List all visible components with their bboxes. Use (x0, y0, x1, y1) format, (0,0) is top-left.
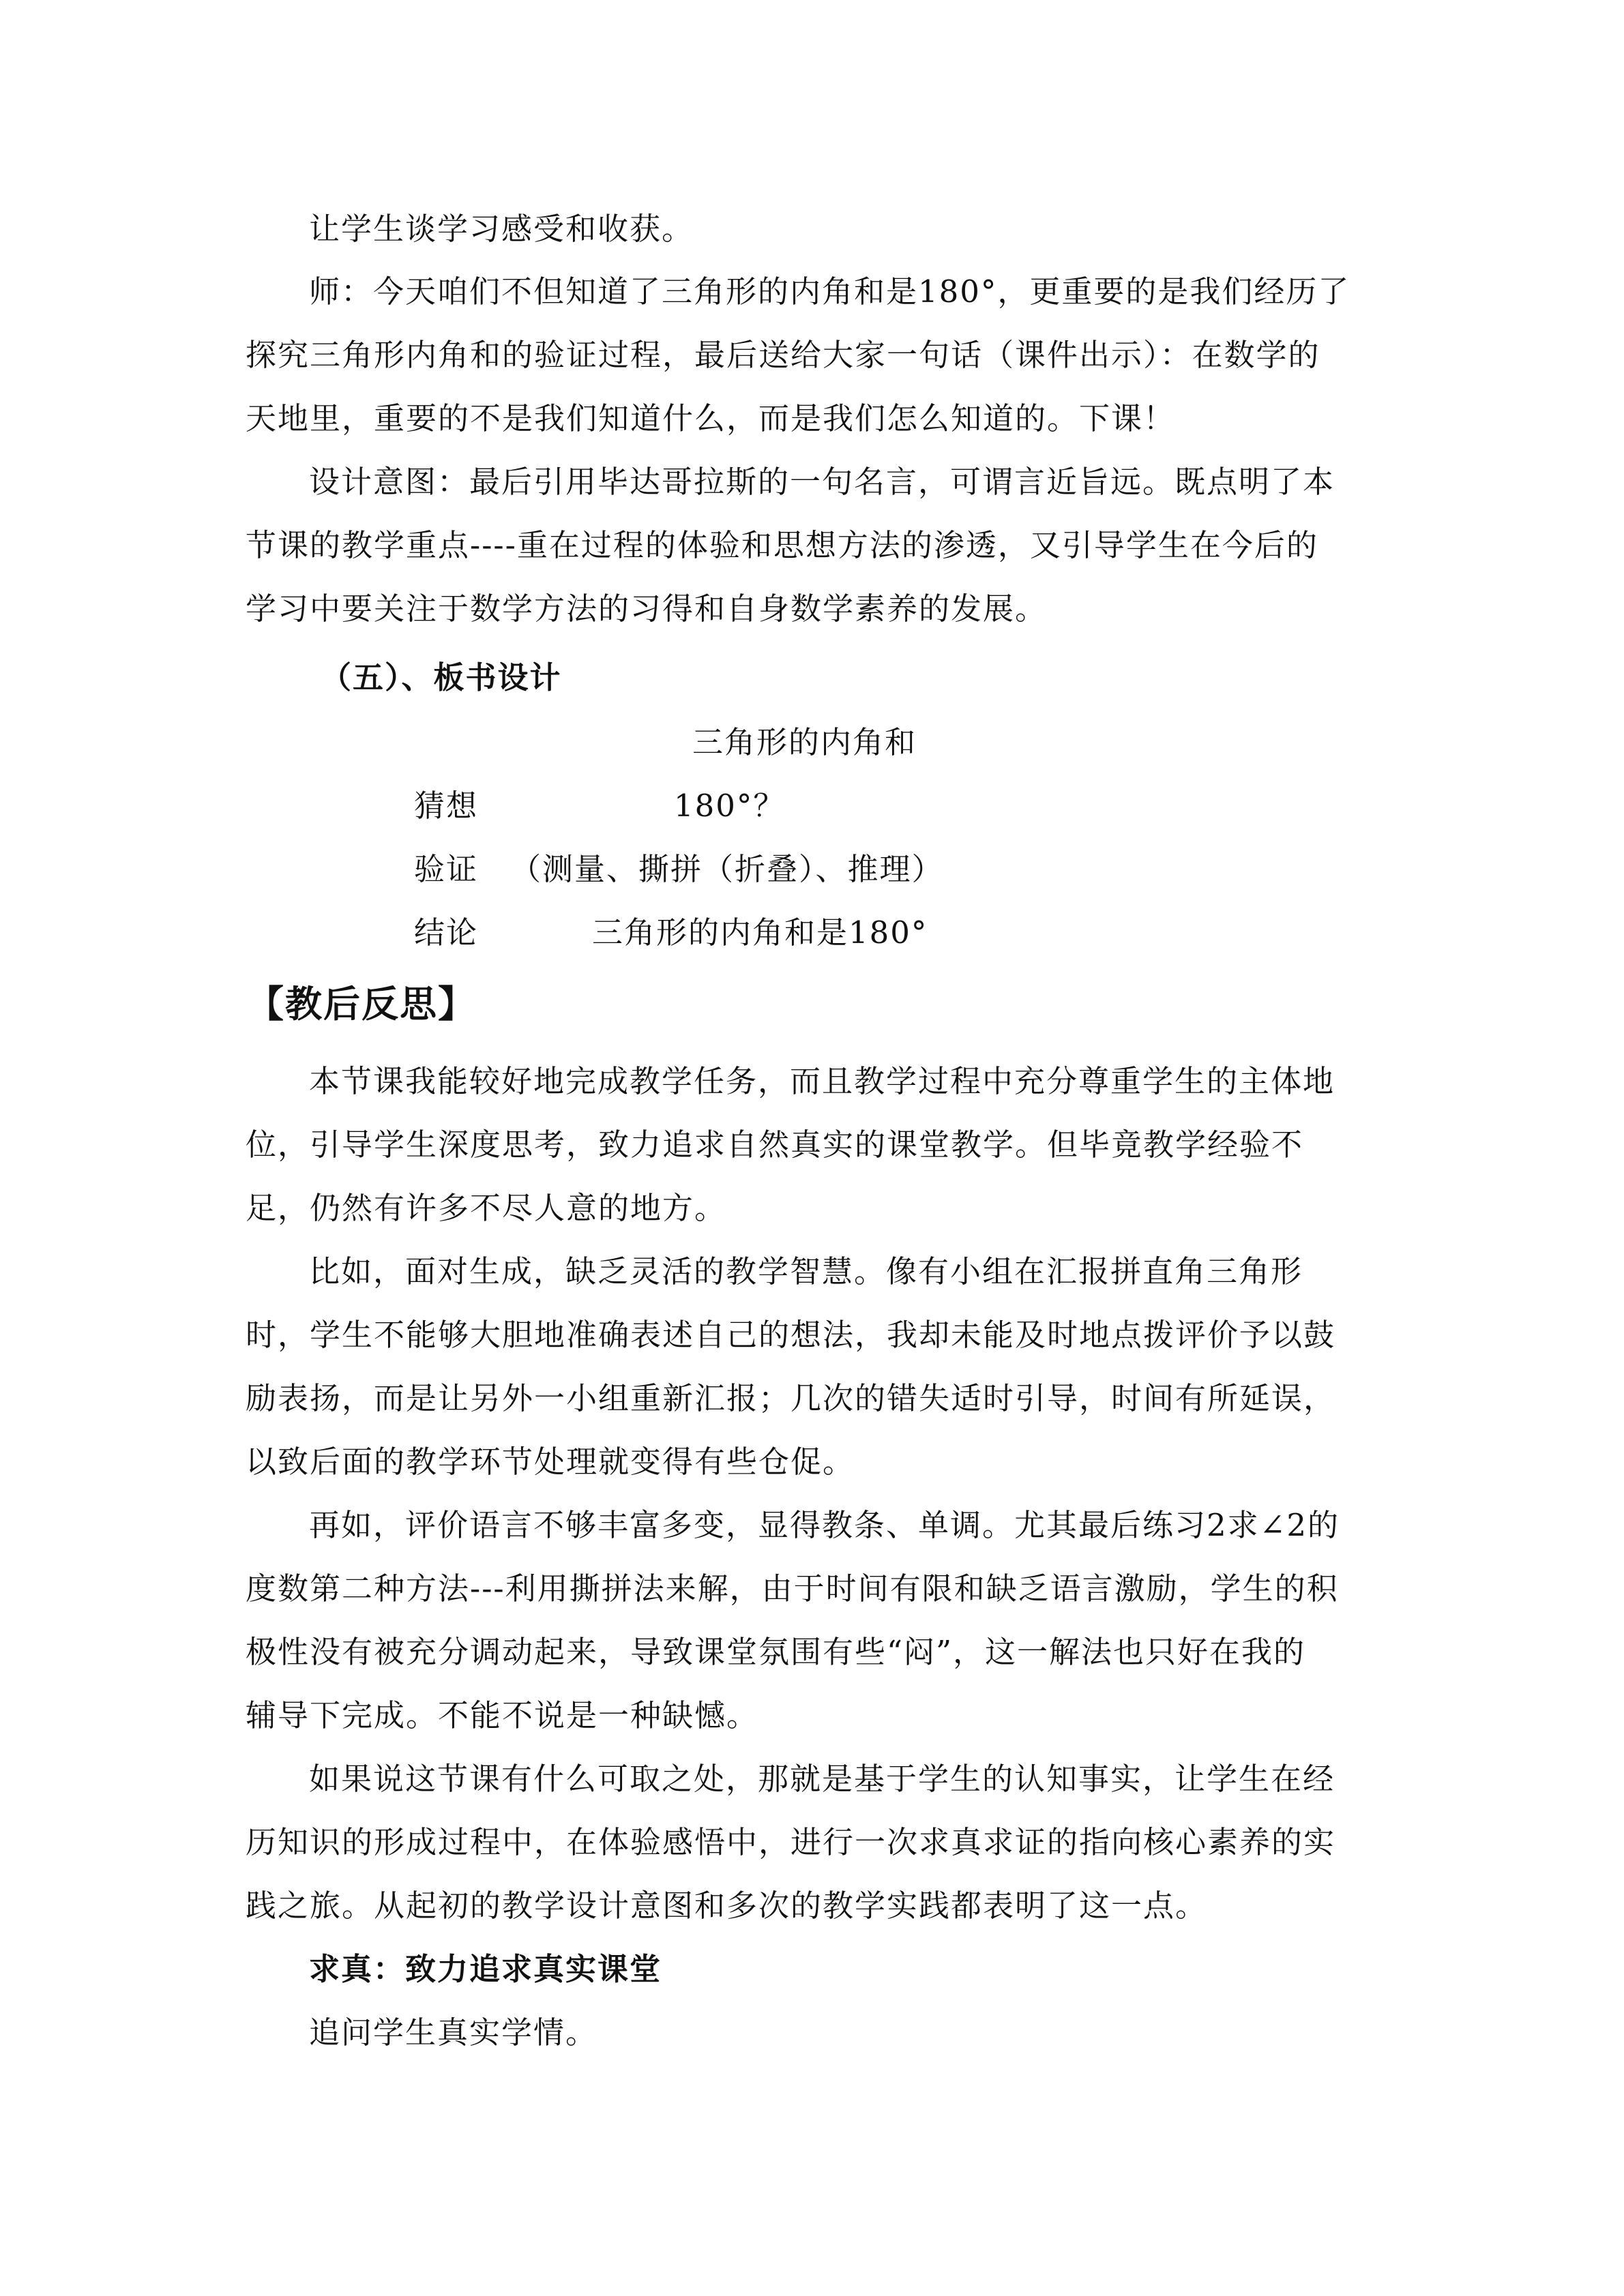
reflection-p3-line-3: 极性没有被充分调动起来，导致课堂氛围有些“闷”，这一解法也只好在我的 (246, 1634, 1306, 1670)
teacher-line-1: 师：今天咱们不但知道了三角形的内角和是180°，更重要的是我们经历了 (309, 273, 1350, 310)
reflection-p2-line-1: 比如，面对生成，缺乏灵活的教学智慧。像有小组在汇报拼直角三角形 (309, 1253, 1303, 1289)
teacher-line-2: 探究三角形内角和的验证过程，最后送给大家一句话（课件出示）：在数学的 (246, 337, 1320, 373)
reflection-p1-line-2: 位，引导学生深度思考，致力追求自然真实的课堂教学。但毕竟教学经验不 (246, 1127, 1304, 1163)
board-content-verify: （测量、撕拼（折叠）、推理） (510, 851, 944, 887)
reflection-p1-line-3: 足，仍然有许多不尽人意的地方。 (246, 1190, 727, 1226)
reflection-p4-line-1: 如果说这节课有什么可取之处，那就是基于学生的认知事实，让学生在经 (309, 1761, 1335, 1797)
reflection-p1-line-1: 本节课我能较好地完成教学任务，而且教学过程中充分尊重学生的主体地 (309, 1063, 1335, 1099)
board-content-conclusion: 三角形的内角和是180° (592, 914, 928, 951)
reflection-p4-line-3: 践之旅。从起初的教学设计意图和多次的教学实践都表明了这一点。 (246, 1888, 1208, 1924)
board-label-conclusion: 结论 (414, 914, 479, 951)
board-title: 三角形的内角和 (692, 724, 917, 760)
board-heading: （五）、板书设计 (321, 659, 562, 696)
reflection-p3-line-4: 辅导下完成。不能不说是一种缺憾。 (246, 1697, 759, 1733)
reflection-heading: 【教后反思】 (247, 982, 476, 1026)
teacher-line-3: 天地里，重要的不是我们知道什么，而是我们怎么知道的。下课！ (246, 400, 1176, 436)
reflection-p2-line-4: 以致后面的教学环节处理就变得有些仓促。 (246, 1444, 855, 1480)
paragraph-line: 让学生谈学习感受和收获。 (309, 211, 694, 247)
board-content-guess: 180°？ (674, 788, 786, 824)
reflection-p4-line-2: 历知识的形成过程中，在体验感悟中，进行一次求真求证的指向核心素养的实 (246, 1824, 1336, 1860)
board-label-verify: 验证 (414, 851, 479, 887)
reflection-subheading: 求真：致力追求真实课堂 (309, 1951, 662, 1987)
reflection-p2-line-2: 时，学生不能够大胆地准确表述自己的想法，我却未能及时地点拨评价予以鼓 (246, 1317, 1336, 1353)
design-intent-line-1: 设计意图：最后引用毕达哥拉斯的一句名言，可谓言近旨远。既点明了本 (309, 464, 1335, 500)
board-label-guess: 猜想 (414, 788, 479, 824)
reflection-p3-line-2: 度数第二种方法---利用撕拼法来解，由于时间有限和缺乏语言激励，学生的积 (246, 1570, 1339, 1607)
reflection-p2-line-3: 励表扬，而是让另外一小组重新汇报；几次的错失适时引导，时间有所延误， (246, 1380, 1336, 1416)
reflection-p3-line-1: 再如，评价语言不够丰富多变，显得教条、单调。尤其最后练习2求∠2的 (309, 1507, 1340, 1543)
design-intent-line-2: 节课的教学重点----重在过程的体验和思想方法的渗透，又引导学生在今后的 (246, 527, 1318, 563)
reflection-last-line: 追问学生真实学情。 (309, 2014, 598, 2051)
design-intent-line-3: 学习中要关注于数学方法的习得和自身数学素养的发展。 (246, 591, 1048, 627)
